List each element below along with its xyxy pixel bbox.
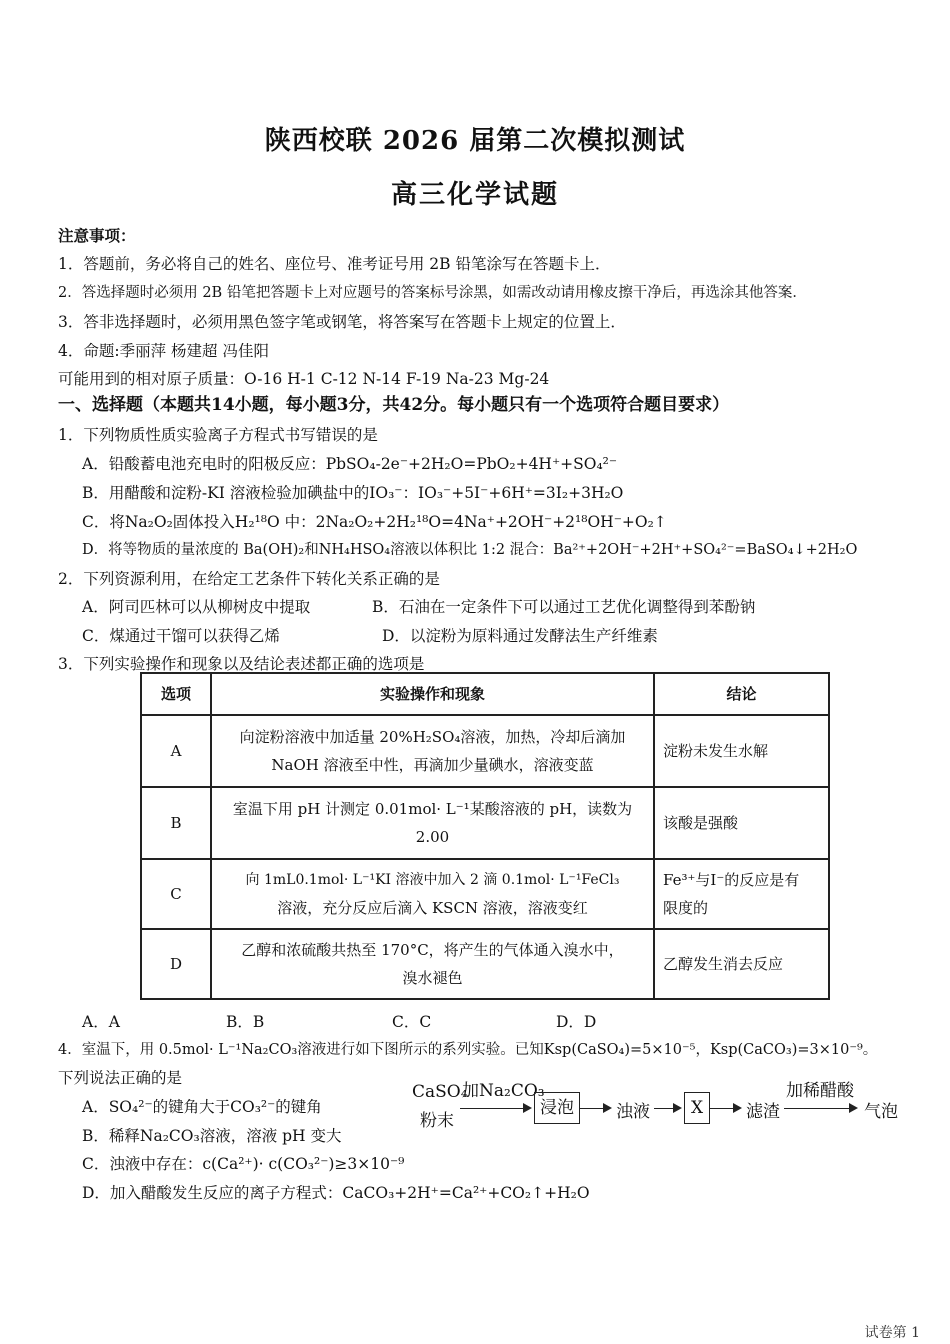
notes-heading: 注意事项： (58, 226, 136, 245)
row-operation (211, 787, 654, 859)
conclusion-line-1: 该酸是强酸 (663, 814, 739, 832)
q4-option-d: D．加入醋酸发生反应的离子方程式：CaCO₃+2H⁺=Ca²⁺+CO₂↑+H₂O (82, 1184, 590, 1202)
q2-stem: 2．下列资源利用，在给定工艺条件下转化关系正确的是 (58, 570, 440, 588)
row-operation (211, 715, 654, 787)
flow-end: 气泡 (864, 1102, 898, 1122)
col-option: 选项 (141, 673, 211, 715)
flow-arrow-3 (654, 1108, 680, 1109)
flow-mid-1: 浊液 (616, 1102, 650, 1122)
row-conclusion (654, 929, 829, 999)
row-option: A (141, 715, 211, 787)
q1-option-b: B．用醋酸和淀粉-KI 溶液检验加碘盐中的IO₃⁻：IO₃⁻+5I⁻+6H⁺=3I₂+3H₂O (82, 484, 624, 502)
q3-choice-c: C．C (392, 1013, 432, 1031)
note-item-2: 2．答选择题时必须用 2B 铅笔把答题卡上对应题号的答案标号涂黑，如需改动请用橡皮擦干净后，再选涂其他答案． (58, 285, 807, 301)
exam-subtitle: 高三化学试题 (390, 180, 559, 210)
row-operation (211, 929, 654, 999)
note-item-4: 4．命题:季丽萍 杨建超 冯佳阳 (58, 342, 269, 360)
row-option: C (141, 859, 211, 929)
q2-option-c: C．煤通过干馏可以获得乙烯 (82, 627, 280, 645)
flow-box-soak: 浸泡 (534, 1092, 580, 1124)
page-footer: 试卷第 1 (864, 1325, 920, 1341)
atomic-masses: 可能用到的相对原子质量：O-16 H-1 C-12 N-14 F-19 Na-23 Mg-24 (58, 370, 550, 388)
q3-choice-d: D．D (556, 1013, 597, 1031)
q3-choice-a: A．A (82, 1013, 120, 1031)
row-conclusion (654, 859, 829, 929)
q3-table (140, 672, 830, 1000)
col-conclusion: 结论 (654, 673, 829, 715)
table-row (141, 787, 829, 859)
exam-title: 陕西校联 2026 届第二次模拟测试 (264, 126, 686, 156)
table-row (141, 715, 829, 787)
flow-arrow-4 (710, 1108, 740, 1109)
row-option: B (141, 787, 211, 859)
flow-mid-2: 滤渣 (746, 1102, 780, 1122)
q1-stem: 1．下列物质性质实验离子方程式书写错误的是 (58, 426, 378, 444)
q4-option-c: C．浊液中存在：c(Ca²⁺)· c(CO₃²⁻)≥3×10⁻⁹ (82, 1155, 405, 1173)
section-heading: 一、选择题（本题共14小题，每小题3分，共42分。每小题只有一个选项符合题目要求） (58, 395, 730, 415)
row-option: D (141, 929, 211, 999)
operation-line-2: NaOH 溶液至中性，再滴加少量碘水，溶液变蓝 (271, 756, 594, 774)
q2-option-d: D．以淀粉为原料通过发酵法生产纤维素 (382, 627, 658, 645)
operation-line-2: 2.00 (415, 828, 450, 846)
conclusion-line-1: 淀粉未发生水解 (663, 742, 769, 760)
col-operation: 实验操作和现象 (211, 673, 654, 715)
q1-option-c: C．将Na₂O₂固体投入H₂¹⁸O 中：2Na₂O₂+2H₂¹⁸O=4Na⁺+2OH⁻+2¹⁸OH⁻+O₂↑ (82, 513, 667, 531)
q3-stem: 3．下列实验操作和现象以及结论表述都正确的选项是 (58, 655, 425, 673)
flow-start-top: CaSO₄ (412, 1082, 468, 1102)
flow-arrow5-label: 加稀醋酸 (786, 1081, 854, 1101)
flow-box-x: X (684, 1092, 710, 1124)
q2-option-b: B．石油在一定条件下可以通过工艺优化调整得到苯酚钠 (372, 598, 756, 616)
conclusion-line-1: 乙醇发生消去反应 (663, 955, 784, 973)
operation-line-1: 室温下用 pH 计测定 0.01mol· L⁻¹某酸溶液的 pH，读数为 (232, 800, 633, 818)
row-conclusion (654, 787, 829, 859)
q4-flow-diagram (408, 1078, 908, 1138)
row-operation (211, 859, 654, 929)
q4-option-b: B．稀释Na₂CO₃溶液，溶液 pH 变大 (82, 1127, 342, 1145)
q4-option-a: A．SO₄²⁻的键角大于CO₃²⁻的键角 (82, 1098, 322, 1116)
operation-line-2: 溶液，充分反应后滴入 KSCN 溶液，溶液变红 (277, 899, 588, 917)
operation-line-1: 向淀粉溶液中加适量 20%H₂SO₄溶液，加热，冷却后滴加 (239, 728, 626, 746)
q1-option-d: D．将等物质的量浓度的 Ba(OH)₂和NH₄HSO₄溶液以体积比 1:2 混合：Ba²⁺+2OH⁻+2H⁺+SO₄²⁻=BaSO₄↓+2H₂O (82, 542, 858, 558)
table-row (141, 859, 829, 929)
q4-stem: 4．室温下，用 0.5mol· L⁻¹Na₂CO₃溶液进行如下图所示的系列实验。已知Ksp(CaSO₄)=5×10⁻⁵，Ksp(CaCO₃)=3×10⁻⁹。 (58, 1042, 878, 1058)
operation-line-2: 溴水褪色 (402, 969, 463, 987)
note-item-1: 1．答题前，务必将自己的姓名、座位号、准考证号用 2B 铅笔涂写在答题卡上． (58, 255, 611, 273)
flow-start-bottom: 粉末 (420, 1111, 454, 1131)
row-conclusion (654, 715, 829, 787)
operation-line-1: 向 1mL0.1mol· L⁻¹KI 溶液中加入 2 滴 0.1mol· L⁻¹FeCl₃ (245, 872, 620, 888)
conclusion-line-1: Fe³⁺与I⁻的反应是有 (663, 871, 800, 889)
conclusion-line-2: 限度的 (663, 899, 709, 917)
q3-choice-b: B．B (226, 1013, 265, 1031)
table-header-row (141, 673, 829, 715)
operation-line-1: 乙醇和浓硫酸共热至 170°C，将产生的气体通入溴水中， (241, 941, 624, 959)
flow-arrow-1 (460, 1108, 530, 1109)
q1-option-a: A．铅酸蓄电池充电时的阳极反应：PbSO₄-2e⁻+2H₂O=PbO₂+4H⁺+SO₄²⁻ (82, 455, 618, 473)
q2-option-a: A．阿司匹林可以从柳树皮中提取 (82, 598, 311, 616)
flow-arrow-2 (580, 1108, 610, 1109)
flow-arrow-5 (784, 1108, 856, 1109)
note-item-3: 3．答非选择题时，必须用黑色签字笔或钢笔，将答案写在答题卡上规定的位置上． (58, 313, 626, 331)
q4-stem-2: 下列说法正确的是 (58, 1069, 183, 1087)
flow-arrow1-label: 加Na₂CO₃ (462, 1081, 545, 1101)
table-row (141, 929, 829, 999)
